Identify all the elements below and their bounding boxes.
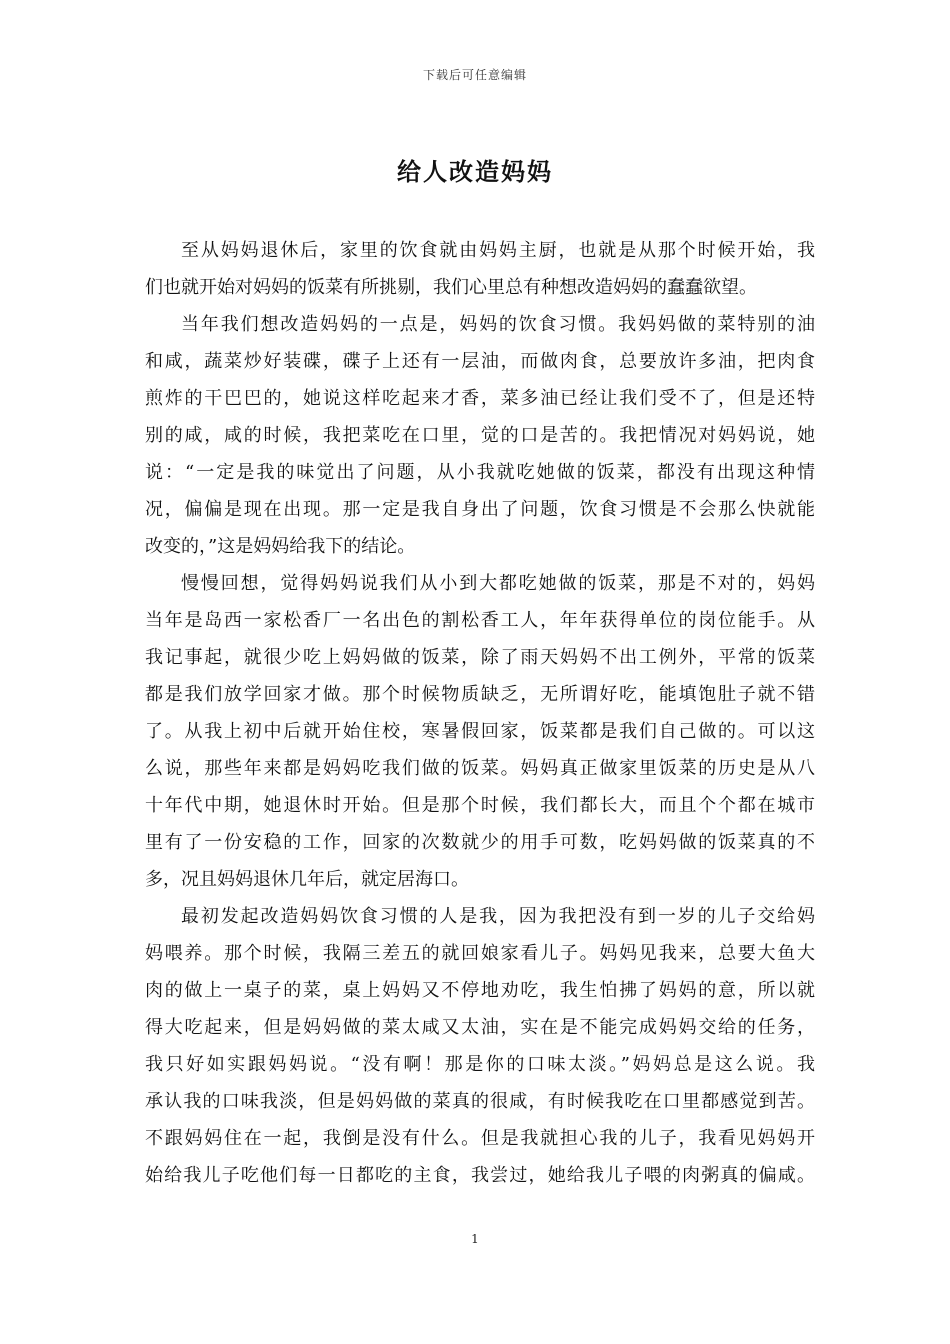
body-line: 多，况且妈妈退休几年后，就定居海口。 bbox=[145, 869, 469, 890]
body-line: 妈喂养。那个时候，我隔三差五的就回娘家看儿子。妈妈见我来，总要大鱼大 bbox=[145, 943, 815, 964]
body-line: 肉的做上一桌子的菜，桌上妈妈又不停地劝吃，我生怕拂了妈妈的意，所以就 bbox=[145, 980, 815, 1001]
body-line: 别的咸，咸的时候，我把菜吃在口里，觉的口是苦的。我把情况对妈妈说，她 bbox=[145, 425, 815, 446]
body-line: 至从妈妈退休后，家里的饮食就由妈妈主厨，也就是从那个时候开始，我 bbox=[181, 240, 815, 261]
body-line: 么说，那些年来都是妈妈吃我们做的饭菜。妈妈真正做家里饭菜的历史是从八 bbox=[145, 758, 815, 779]
page-header: 下载后可任意编辑 bbox=[422, 68, 527, 82]
body-line: 我只好如实跟妈妈说。“没有啊！那是你的口味太淡。”妈妈总是这么说。我 bbox=[145, 1054, 815, 1075]
body-line: 慢慢回想，觉得妈妈说我们从小到大都吃她做的饭菜，那是不对的，妈妈 bbox=[181, 573, 815, 594]
page-number: 1 bbox=[471, 1232, 479, 1246]
body-line: 们也就开始对妈妈的饭菜有所挑剔，我们心里总有种想改造妈妈的蠢蠢欲望。 bbox=[145, 277, 757, 298]
body-line: 最初发起改造妈妈饮食习惯的人是我，因为我把没有到一岁的儿子交给妈 bbox=[181, 906, 815, 927]
body-line: 都是我们放学回家才做。那个时候物质缺乏，无所谓好吃，能填饱肚子就不错 bbox=[145, 684, 815, 705]
body-line: 说：“一定是我的味觉出了问题，从小我就吃她做的饭菜，都没有出现这种情 bbox=[145, 462, 815, 483]
body-line: 我记事起，就很少吃上妈妈做的饭菜，除了雨天妈妈不出工例外，平常的饭菜 bbox=[145, 647, 815, 668]
body-line: 当年是岛西一家松香厂一名出色的割松香工人，年年获得单位的岗位能手。从 bbox=[145, 610, 815, 631]
body-line: 里有了一份安稳的工作，回家的次数就少的用手可数，吃妈妈做的饭菜真的不 bbox=[145, 832, 815, 853]
document-body bbox=[145, 232, 815, 1194]
body-line: 始给我儿子吃他们每一日都吃的主食，我尝过，她给我儿子喂的肉粥真的偏咸。 bbox=[145, 1165, 815, 1186]
body-line: 了。从我上初中后就开始住校，寒暑假回家，饭菜都是我们自己做的。可以这 bbox=[145, 721, 815, 742]
body-line: 煎炸的干巴巴的，她说这样吃起来才香，菜多油已经让我们受不了，但是还特 bbox=[145, 388, 815, 409]
body-line: 当年我们想改造妈妈的一点是，妈妈的饮食习惯。我妈妈做的菜特别的油 bbox=[181, 314, 815, 335]
body-line: 十年代中期，她退休时开始。但是那个时候，我们都长大，而且个个都在城市 bbox=[145, 795, 815, 816]
body-line: 不跟妈妈住在一起，我倒是没有什么。但是我就担心我的儿子，我看见妈妈开 bbox=[145, 1128, 815, 1149]
body-line: 况，偏偏是现在出现。那一定是我自身出了问题，饮食习惯是不会那么快就能 bbox=[145, 499, 815, 520]
body-line: 承认我的口味我淡，但是妈妈做的菜真的很咸，有时候我吃在口里都感觉到苦。 bbox=[145, 1091, 815, 1112]
body-line: 和咸，蔬菜炒好装碟，碟子上还有一层油，而做肉食，总要放许多油，把肉食 bbox=[145, 351, 815, 372]
document-title: 给人改造妈妈 bbox=[397, 157, 553, 186]
body-line: 改变的，”这是妈妈给我下的结论。 bbox=[145, 536, 416, 557]
body-line: 得大吃起来，但是妈妈做的菜太咸又太油，实在是不能完成妈妈交给的任务， bbox=[145, 1017, 815, 1038]
